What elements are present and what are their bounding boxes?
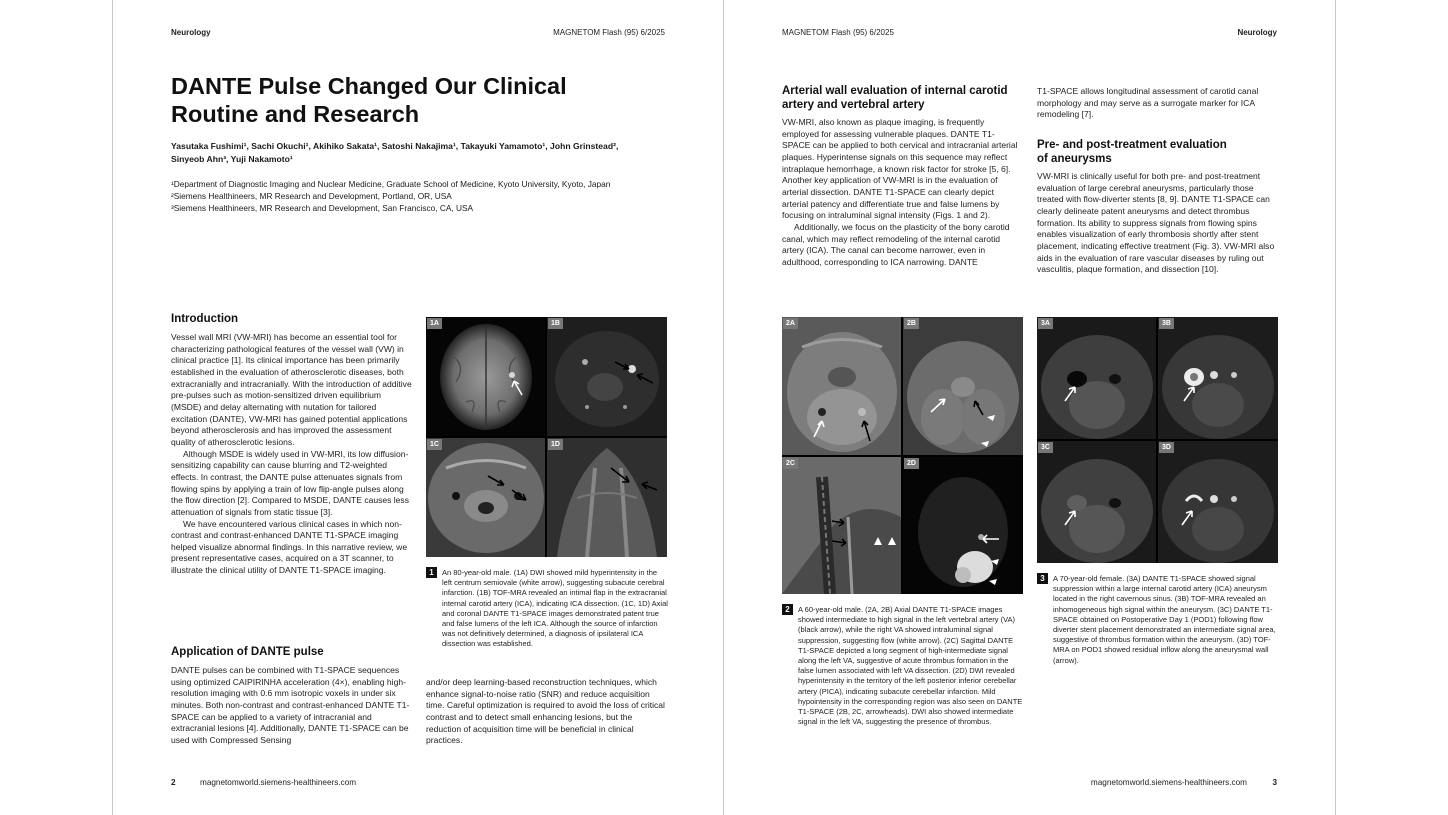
figure-3 xyxy=(1037,317,1278,563)
dante-axial-image xyxy=(426,438,545,557)
figure-number-badge: 2 xyxy=(782,604,793,615)
dante-axial-posterior-fossa-image xyxy=(782,317,901,455)
paragraph: Additionally, we focus on the plasticity of the bony carotid canal, which may reflect remodeling of the internal carotid artery (ICA). The canal can become narrower, even in adulthood, corresponding to ICA narrowing. DANTE xyxy=(782,221,1010,267)
article-title xyxy=(171,72,591,128)
panel-label: 1A xyxy=(427,318,442,329)
panel-label: 1B xyxy=(548,318,563,329)
mri-brain-axial-image xyxy=(426,317,545,436)
tof-mra-pod1-image xyxy=(1158,441,1278,563)
issue-label: MAGNETOM Flash (95) 6/2025 xyxy=(553,28,665,37)
mri-panel xyxy=(426,317,545,436)
mri-panel xyxy=(1158,317,1278,439)
paragraph: Although MSDE is widely used in VW-MRI, its low diffusion-sensitizing capability can cause blurring and T2-weighted effects. In contrast, the DANTE pulse attenuates signals from flowing spins by applying a train of low flip-angle pulses along the flow direction [2]. Compared to MSDE, DANTE causes less attenuation of signals from static tissue [3]. xyxy=(171,448,409,517)
dante-sagittal-image xyxy=(782,457,901,594)
mri-panel xyxy=(903,317,1023,455)
dante-axial-pod1-image xyxy=(1037,441,1156,563)
title-line: Routine and Research xyxy=(171,101,420,127)
arterial-text-continued xyxy=(1037,86,1279,121)
right-page xyxy=(724,0,1336,815)
tof-mra-aneurysm-image xyxy=(1158,317,1278,439)
mri-panel xyxy=(903,457,1023,594)
paragraph: DANTE pulses can be combined with T1-SPACE sequences using optimized CAIPIRINHA acceleration (4×), enabling high-resolution imaging with 0.6 mm isotropic voxels in under six minutes. Both non-contrast and contrast-enhanced DANTE T1-SPACE can be applied to a variety of intracranial and extracranial lesions [4]. Additionally, DANTE T1-SPACE can be used with Compressed Sensing xyxy=(171,665,410,745)
mri-panel xyxy=(782,317,901,455)
author-line: Yasutaka Fushimi¹, Sachi Okuchi¹, Akihiko Sakata¹, Satoshi Nakajima¹, Takayuki Yamamoto¹, John Grinstead², xyxy=(171,141,619,151)
aneurysm-text xyxy=(1037,171,1279,276)
mri-panel xyxy=(1037,317,1156,439)
heading-line: artery and vertebral artery xyxy=(782,99,925,111)
panel-label: 3D xyxy=(1159,442,1174,453)
panel-label: 3C xyxy=(1038,442,1053,453)
paragraph: Vessel wall MRI (VW-MRI) has become an essential tool for characterizing pathological features of the vessel wall (VW) in clinical practice [1]. Its clinical importance has been primarily established in the evaluation of atherosclerotic diseases, both extracranially and intracranially. With the introduction of additive pre-pulses such as motion-sensitized driven equilibrium (MSDE) and delay alternating with nutation for tailored excitation (DANTE), VW-MRI has gained potential applications beyond atherosclerosis and has improved the assessment quality of atherosclerotic lesions. xyxy=(171,332,412,447)
dwi-cerebellum-image xyxy=(903,457,1023,594)
mri-panel xyxy=(782,457,901,594)
panel-label: 3A xyxy=(1038,318,1053,329)
mri-panel xyxy=(426,438,545,557)
panel-label: 1D xyxy=(548,439,563,450)
figure-number-badge: 3 xyxy=(1037,573,1048,584)
heading-line: Arterial wall evaluation of internal carotid xyxy=(782,85,1008,97)
dante-axial-aneurysm-image xyxy=(1037,317,1156,439)
panel-label: 3B xyxy=(1159,318,1174,329)
panel-label: 2B xyxy=(904,318,919,329)
left-page xyxy=(112,0,724,815)
arterial-heading xyxy=(782,84,1022,112)
dante-coronal-image xyxy=(547,438,667,557)
author-line: Sinyeob Ahn³, Yuji Nakamoto¹ xyxy=(171,153,293,164)
paragraph: We have encountered various clinical cases in which non-contrast and contrast-enhanced DANTE T1-SPACE imaging helped visualize abnormal findings. In this narrative review, we present representative cases, acquired on a 3T scanner, to illustrate the clinical utility of DANTE T1-SPACE imaging. xyxy=(171,518,408,576)
panel-label: 2A xyxy=(783,318,798,329)
paragraph: T1-SPACE allows longitudinal assessment of carotid canal morphology and may serve as a surrogate marker for ICA remodeling [7]. xyxy=(1037,86,1259,120)
title-line: DANTE Pulse Changed Our Clinical xyxy=(171,73,567,99)
section-label: Neurology xyxy=(1237,28,1277,37)
section-label: Neurology xyxy=(171,28,211,37)
mri-panel xyxy=(1158,441,1278,563)
page-number: 3 xyxy=(1272,778,1277,787)
figure-1 xyxy=(426,317,667,557)
issue-label: MAGNETOM Flash (95) 6/2025 xyxy=(782,28,894,37)
mri-panel xyxy=(1037,441,1156,563)
affiliation: ²Siemens Healthineers, MR Research and Development, Portland, OR, USA xyxy=(171,191,452,201)
figure-2-caption: A 60-year-old male. (2A, 2B) Axial DANTE T1-SPACE images showed intermediate to high signal in the left vertebral artery (VA) (black arrow), while the right VA showed intraluminal signal suppression, suggesting flow (white arrow). (2C) Sagittal DANTE T1-SPACE depicted a long segment of high-intermediate signal along the left VA, suggestive of acute thrombus formation in the false lumen associated with left VA dissection. (2D) DWI revealed hyperintensity in the territory of the left posterior inferior cerebellar artery (PICA), indicating subacute cerebellar infarction. Mild hypointensity in the corresponding region was also seen on DANTE T1-SPACE (2B, 2C, arrowheads). DWI also showed intermediate signal in the left VA, suggesting the presence of thrombus. xyxy=(798,605,1023,727)
application-text-col1 xyxy=(171,665,413,747)
panel-label: 2C xyxy=(783,458,798,469)
panel-label: 2D xyxy=(904,458,919,469)
figure-1-caption: An 80-year-old male. (1A) DWI showed mild hyperintensity in the left centrum semiovale (white arrow), suggesting subacute cerebral infarction. (1B) TOF-MRA revealed an intimal flap in the extracranial internal carotid artery (ICA), indicating ICA dissection. (1C, 1D) Axial and coronal DANTE T1-SPACE images demonstrated patent true and false lumens of the left ICA. Although the source of infarction was not definitively determined, a diagnosis of ipsilateral ICA dissection was established. xyxy=(442,568,668,649)
introduction-text xyxy=(171,332,413,577)
dante-axial-cerebellum-image xyxy=(903,317,1023,455)
paragraph: VW-MRI, also known as plaque imaging, is frequently employed for assessing vulnerable plaques. DANTE T1-SPACE can be applied to both cervical and intracranial arterial plaques. Hyperintense signals on this sequence may reflect intraplaque hemorrhage, a known risk factor for stroke [5, 6]. Another key application of VW-MRI is in the evaluation of arterial dissection. DANTE T1-SPACE can clearly depict arterial patency and differentiate true and false lumens by focusing on intraluminal signal intensity (Figs. 1 and 2). xyxy=(782,117,1018,221)
heading-line: Pre- and post-treatment evaluation xyxy=(1037,139,1227,151)
affiliation: ³Siemens Healthineers, MR Research and Development, San Francisco, CA, USA xyxy=(171,203,474,213)
affiliation: ¹Department of Diagnostic Imaging and Nuclear Medicine, Graduate School of Medicine, Kyoto University, Kyoto, Japan xyxy=(171,179,611,189)
paragraph: VW-MRI is clinically useful for both pre- and post-treatment evaluation of large cerebral aneurysms, particularly those treated with flow-diverter stents [8, 9]. DANTE T1-SPACE can clearly delineate patent aneurysms and detect thrombus formation. Its ability to suppress signals from flowing spins enables visualization of early thrombosis shortly after stent placement, indicating effective treatment (Fig. 3). VW-MRI also aids in the evaluation of rare vascular diseases by ruling out vasculitis, plaque formation, and dissection [10]. xyxy=(1037,171,1275,275)
panel-label: 1C xyxy=(427,439,442,450)
introduction-heading: Introduction xyxy=(171,313,239,325)
mri-panel xyxy=(547,317,667,436)
website-footer: magnetomworld.siemens-healthineers.com xyxy=(1090,778,1247,787)
paragraph: and/or deep learning-based reconstruction techniques, which enhance signal-to-noise ratio (SNR) and reduce acquisition time. Careful optimization is required to avoid the loss of critical contrast and to detect small enhancing lesions, but the reduction of acquisition time will be beneficial in clinical practices. xyxy=(426,677,665,746)
figure-3-caption: A 70-year-old female. (3A) DANTE T1-SPACE showed signal suppression within a large internal carotid artery (ICA) aneurysm located in the right cavernous sinus. (3B) TOF-MRA revealed an inhomogeneous high signal within the aneurysm. (3C) DANTE T1-SPACE obtained on Postoperative Day 1 (POD1) following flow diverter stent placement demonstrated an intermediate signal area, suggestive of thrombus formation within the aneurysm. (3D) TOF-MRA on POD1 showed residual inflow along the aneurysmal wall (arrow). xyxy=(1053,574,1276,665)
mra-neck-axial-image xyxy=(547,317,667,436)
figure-2 xyxy=(782,317,1023,594)
aneurysm-heading xyxy=(1037,138,1279,166)
application-heading: Application of DANTE pulse xyxy=(171,646,324,658)
arterial-text xyxy=(782,117,1022,269)
figure-number-badge: 1 xyxy=(426,567,437,578)
heading-line: of aneurysms xyxy=(1037,153,1112,165)
website-footer: magnetomworld.siemens-healthineers.com xyxy=(200,778,357,787)
page-number: 2 xyxy=(171,778,176,787)
affiliation-list xyxy=(171,178,671,214)
application-text-col2 xyxy=(426,677,668,747)
mri-panel xyxy=(547,438,667,557)
author-list xyxy=(171,140,651,165)
